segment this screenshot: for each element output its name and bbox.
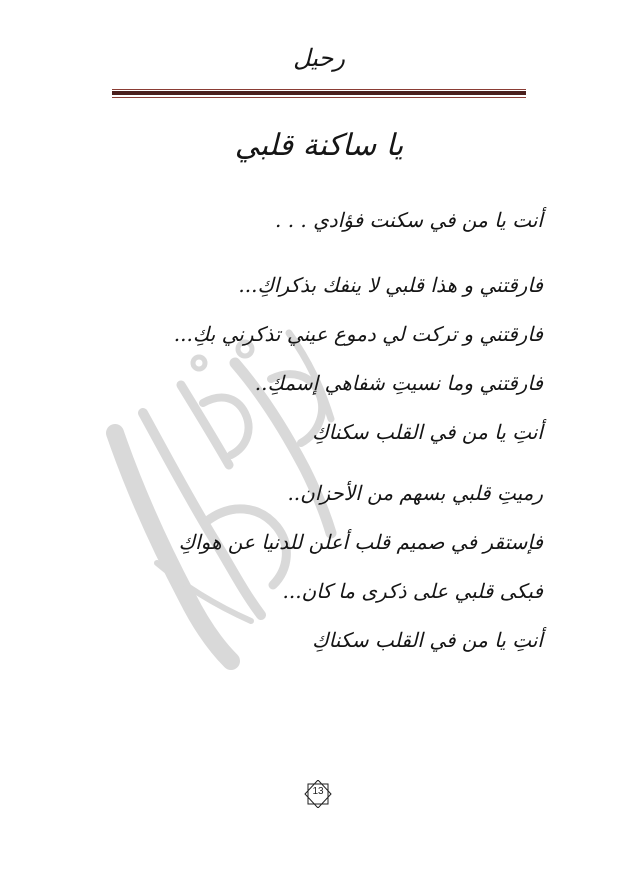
poem-line: فارقتني و هذا قلبي لا ينفك بذكراكِ...: [238, 273, 543, 297]
poem-title: يا ساكنة قلبي: [234, 128, 404, 163]
poem-line: فارقتني وما نسيتِ شفاهي إسمكِ..: [254, 371, 543, 395]
header-title: رحيل: [293, 44, 345, 72]
poem-line: أنتِ يا من في القلب سكناكِ: [312, 628, 543, 652]
poem-line: فارقتني و تركت لي دموع عيني تذكرني بكِ...: [173, 322, 543, 346]
header-rule-bottom: [112, 97, 526, 98]
poem-line: أنتِ يا من في القلب سكناكِ: [312, 420, 543, 444]
header-rule-top: [112, 89, 526, 90]
poem-line: رميتِ قلبي بسهم من الأحزان..: [287, 481, 543, 505]
page-number-frame: [302, 780, 334, 808]
poem-line: فإستقر في صميم قلب أعلن للدنيا عن هواكِ: [178, 530, 543, 554]
header-rule-thick: [112, 91, 526, 95]
poem-line: فبكى قلبي على ذكرى ما كان...: [282, 579, 543, 603]
poem-line: أنت يا من في سكنت فؤادي . . .: [274, 208, 543, 232]
page-number: 13: [312, 786, 324, 797]
